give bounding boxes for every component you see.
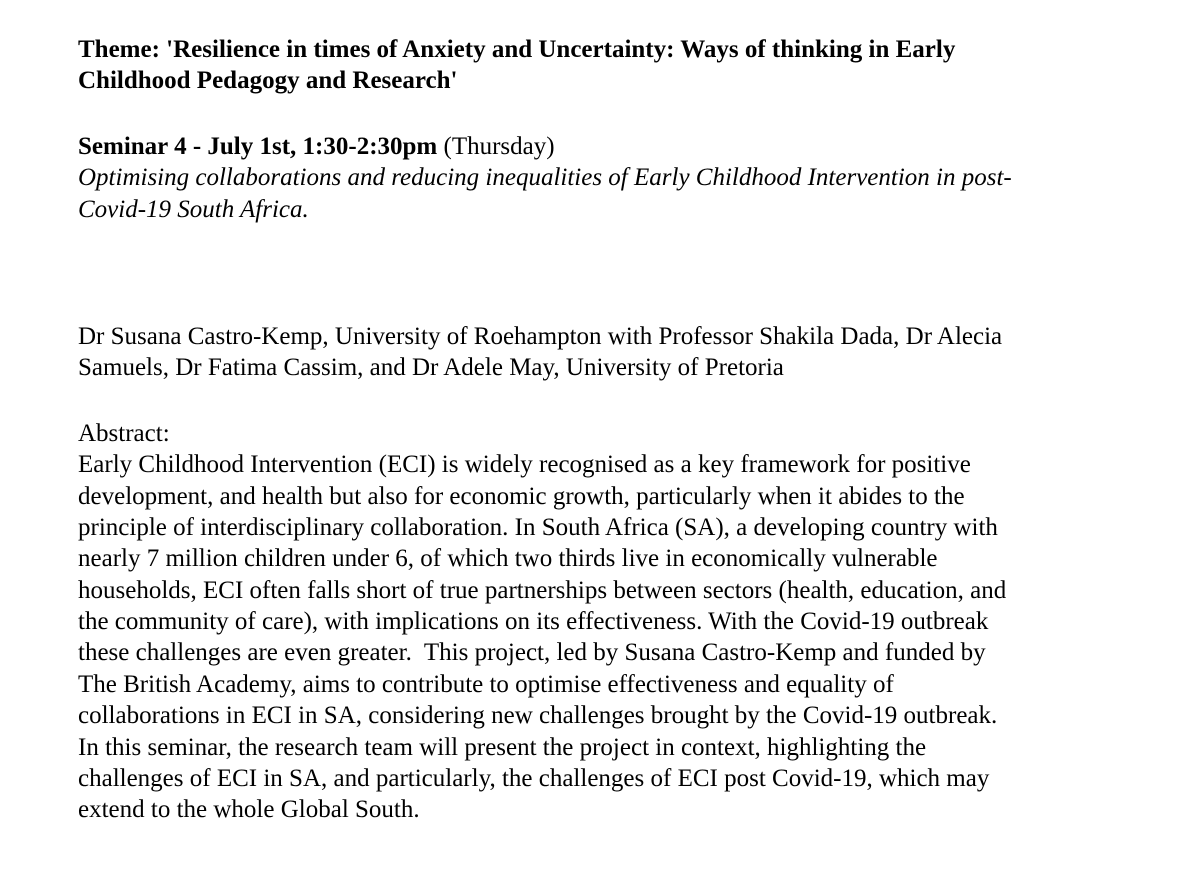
abstract-line: In this seminar, the research team will present the project in context, highlighting the	[78, 733, 927, 761]
abstract-label: Abstract:	[78, 419, 170, 447]
document	[78, 34, 1193, 826]
authors-line: Dr Susana Castro-Kemp, University of Roehampton with Professor Shakila Dada, Dr Alecia	[78, 322, 1003, 350]
abstract-line: nearly 7 million children under 6, of which two thirds live in economically vulnerable	[78, 545, 938, 573]
abstract-line: The British Academy, aims to contribute to optimise effectiveness and equality of	[78, 670, 894, 698]
abstract-line: challenges of ECI in SA, and particularly, the challenges of ECI post Covid-19, which may	[78, 765, 990, 793]
abstract-line: these challenges are even greater. This project, led by Susana Castro-Kemp and funded by	[78, 639, 986, 667]
abstract-line: collaborations in ECI in SA, considering new challenges brought by the Covid-19 outbreak.	[78, 702, 998, 730]
abstract-line: extend to the whole Global South.	[78, 796, 420, 824]
seminar-block	[78, 131, 1193, 225]
theme-line: Theme: 'Resilience in times of Anxiety and Uncertainty: Ways of thinking in Early	[78, 36, 956, 63]
abstract-body	[78, 449, 1193, 826]
seminar-heading-line	[78, 131, 1193, 162]
abstract-line: development, and health but also for economic growth, particularly when it abides to the	[78, 482, 965, 510]
theme-heading	[78, 34, 1193, 97]
seminar-heading: Seminar 4 - July 1st, 1:30-2:30pm	[78, 132, 438, 160]
abstract-line: the community of care), with implications on its effectiveness. With the Covid-19 outbreak	[78, 608, 989, 636]
theme-line: Childhood Pedagogy and Research'	[78, 67, 458, 95]
abstract-line: principle of interdisciplinary collaboration. In South Africa (SA), a developing country with	[78, 513, 998, 541]
seminar-day: (Thursday)	[437, 132, 555, 160]
abstract-line: Early Childhood Intervention (ECI) is widely recognised as a key framework for positive	[78, 451, 971, 479]
authors-line: Samuels, Dr Fatima Cassim, and Dr Adele May, University of Pretoria	[78, 354, 784, 382]
seminar-title-line: Covid-19 South Africa.	[78, 195, 309, 223]
abstract-line: households, ECI often falls short of true partnerships between sectors (health, education, and	[78, 576, 1007, 604]
seminar-title-line: Optimising collaborations and reducing inequalities of Early Childhood Intervention in post-	[78, 164, 1012, 192]
authors	[78, 321, 1193, 384]
abstract	[78, 418, 1193, 826]
